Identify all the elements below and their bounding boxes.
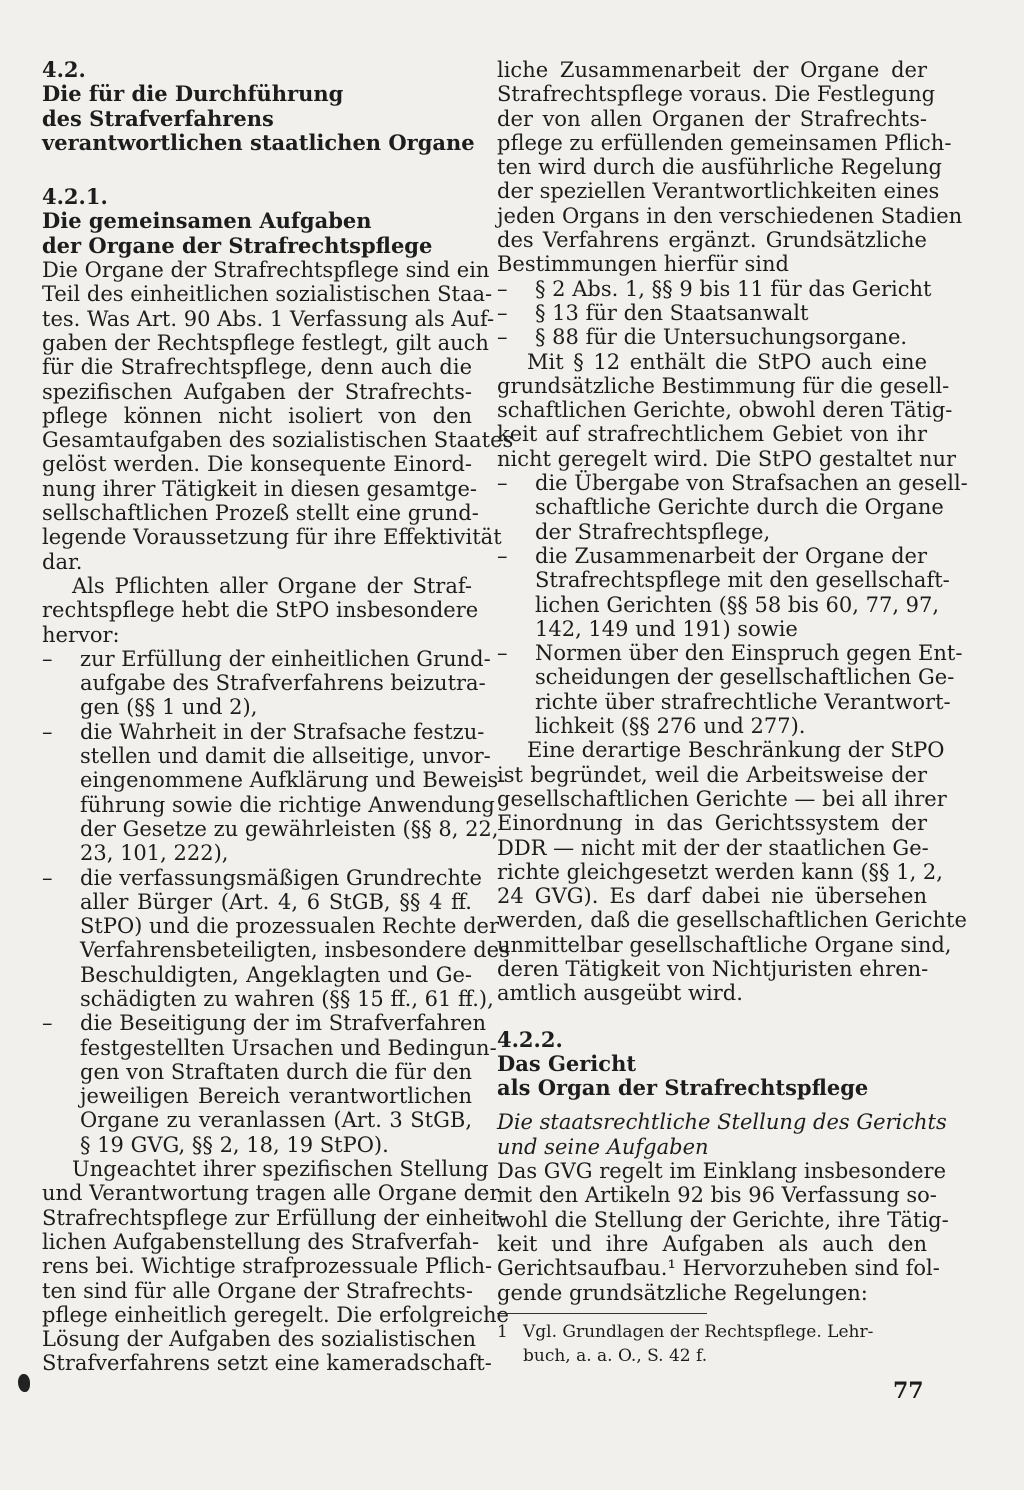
section-heading-4-2-2 (497, 1028, 927, 1101)
paragraph-gvg (497, 1159, 949, 1305)
list-item (42, 719, 506, 866)
left-column (42, 57, 514, 1376)
text-line: Eine derartige Beschränkung der StPO (527, 738, 945, 763)
list-item-line: Strafrechtspflege mit den gesellschaft- (535, 568, 950, 593)
text-line: unmittelbar gesellschaftliche Organe sind, (497, 932, 952, 957)
text-line: rens bei. Wichtige strafprozessuale Pflich- (42, 1254, 493, 1279)
text-line: deren Tätigkeit von Nichtjuristen ehren- (497, 956, 929, 981)
heading-line: des Strafverfahrens (42, 105, 274, 131)
list-dash: – (42, 865, 53, 890)
list-item-line: lichen Gerichten (§§ 58 bis 60, 77, 97, (535, 592, 940, 617)
subheading-line: und seine Aufgaben (497, 1134, 709, 1159)
paragraph-pflichten (42, 573, 479, 647)
text-line: pflege zu erfüllenden gemeinsamen Pflich- (497, 130, 952, 155)
list-item-line: schaftliche Gerichte durch die Organe (535, 495, 944, 520)
list-item (42, 865, 510, 1012)
text-line: mit den Artikeln 92 bis 96 Verfassung so- (497, 1183, 937, 1208)
list-item-line: eingenommene Aufklärung und Beweis- (80, 768, 506, 793)
list-item-text: die Beseitigung der im Strafverfahren (80, 1011, 486, 1036)
text-line: ten wird durch die ausführliche Regelung (497, 155, 942, 180)
section-heading-4-2-1 (42, 185, 472, 258)
text-line: gelöst werden. Die konsequente Einord- (42, 452, 472, 477)
text-line: des Verfahrens ergänzt. Grundsätzliche (497, 228, 927, 253)
text-line: der speziellen Verantwortlichkeiten eines (497, 179, 940, 204)
text-line: Die Organe der Strafrechtspflege sind ein (42, 258, 490, 283)
heading-line: verantwortlichen staatlichen Organe (42, 129, 475, 155)
list-item-line: gen von Straftaten durch die für den (80, 1059, 472, 1084)
list-dash: – (42, 719, 53, 744)
text-line: pflege einheitlich geregelt. Die erfolgreiche (42, 1302, 509, 1327)
text-line: ist begründet, weil die Arbeitsweise der (497, 762, 927, 787)
list-item-line (42, 865, 482, 890)
footnote (497, 1320, 927, 1368)
paragraph-ungeachtet (42, 1157, 509, 1376)
heading-line: Die gemeinsamen Aufgaben (42, 208, 372, 234)
text-line: hervor: (42, 622, 120, 647)
list-item-line (497, 544, 927, 568)
text-line: tes. Was Art. 90 Abs. 1 Verfassung als Auf- (42, 306, 495, 331)
list-item (497, 276, 932, 301)
list-item-text: zur Erfüllung der einheitlichen Grund- (80, 646, 491, 671)
list-item-line: aufgabe des Strafverfahrens beizutra- (80, 671, 486, 696)
text-line: amtlich ausgeübt wird. (497, 981, 743, 1006)
list-dash: – (497, 300, 508, 325)
text-line: Als Pflichten aller Organe der Straf- (72, 573, 472, 598)
heading-line: Die für die Durchführung (42, 81, 344, 107)
text-line: 24 GVG). Es darf dabei nie übersehen (497, 884, 927, 909)
list-item-line: richte über strafrechtliche Verantwort- (535, 689, 951, 714)
paragraph-paragraph-12 (497, 349, 957, 471)
text-line: Teil des einheitlichen sozialistischen Staa- (42, 282, 493, 307)
list-item-line: gen (§§ 1 und 2), (80, 695, 258, 720)
heading-line: 4.2.1. (42, 184, 108, 210)
text-line: jeden Organs in den verschiedenen Stadien (497, 203, 963, 228)
text-line: sellschaftlichen Prozeß stellt eine grund- (42, 501, 479, 526)
text-line: Das GVG regelt im Einklang insbesondere (497, 1159, 947, 1184)
list-item (497, 325, 927, 349)
text-line: rechtspflege hebt die StPO insbesondere (42, 598, 479, 623)
text-line: der von allen Organen der Strafrechts- (497, 106, 927, 131)
list-item-text: § 13 für den Staatsanwalt (535, 300, 809, 325)
list-item (497, 471, 968, 544)
paragraph-beschraenkung (497, 738, 967, 1006)
list-item (42, 646, 491, 720)
list-dash: – (497, 276, 508, 301)
heading-line: Das Gericht (497, 1050, 637, 1076)
list-item-line: jeweiligen Bereich verantwortlichen (80, 1084, 472, 1109)
text-line: dar. (42, 549, 83, 574)
text-line: werden, daß die gesellschaftlichen Gerichte (497, 908, 967, 933)
list-dash: – (497, 641, 508, 666)
text-line: Gerichtsaufbau.¹ Hervorzuheben sind fol- (497, 1256, 940, 1281)
list-item-line: scheidungen der gesellschaftlichen Ge- (535, 665, 955, 690)
list-item-line: 142, 149 und 191) sowie (535, 616, 798, 641)
text-line: pflege können nicht isoliert von den (42, 403, 472, 428)
text-line: ten sind für alle Organe der Strafrechts- (42, 1278, 473, 1303)
text-line: Einordnung in das Gerichtssystem der (497, 811, 927, 836)
footnote-rule (497, 1313, 707, 1314)
section-heading-4-2 (42, 57, 475, 155)
text-line: liche Zusammenarbeit der Organe der (497, 58, 927, 82)
text-line: legende Voraussetzung für ihre Effektivität (42, 525, 502, 550)
list-item-line: festgestellten Ursachen und Bedingun- (80, 1035, 497, 1060)
list-item (497, 301, 927, 325)
footnote-line: Vgl. Grundlagen der Rechtspflege. Lehr- (523, 1321, 874, 1342)
text-line: Strafrechtspflege voraus. Die Festlegung (497, 82, 936, 107)
list-item (42, 1011, 497, 1157)
list-stpo-gestaltet (497, 471, 968, 739)
text-line: keit auf strafrechtlichem Gebiet von ihr (497, 422, 927, 447)
list-item-line (497, 301, 927, 325)
list-item-line: stellen und damit die allseitige, unvor- (80, 744, 491, 769)
list-dash: – (42, 1011, 53, 1036)
text-line: grundsätzliche Bestimmung für die gesell- (497, 373, 950, 398)
list-item-text: die Wahrheit in der Strafsache festzu- (80, 719, 485, 744)
text-line: Strafrechtspflege zur Erfüllung der einheit- (42, 1205, 507, 1230)
text-line: keit und ihre Aufgaben als auch den (497, 1231, 927, 1256)
text-line: richte gleichgesetzt werden kann (§§ 1, 2, (497, 859, 943, 884)
list-item-line: lichkeit (§§ 276 und 277). (535, 714, 806, 739)
text-line: Mit § 12 enthält die StPO auch eine (527, 349, 927, 374)
list-pflichten (42, 646, 510, 1157)
list-item-line: schädigten zu wahren (§§ 15 ff., 61 ff.), (80, 986, 494, 1011)
text-line: schaftlichen Gerichte, obwohl deren Tätig- (497, 398, 953, 423)
text-line: Bestimmungen hierfür sind (497, 252, 789, 277)
list-item-line: Beschuldigten, Angeklagten und Ge- (80, 962, 472, 987)
list-item-line: der Strafrechtspflege, (535, 519, 771, 544)
paragraph-organe (42, 258, 514, 574)
heading-line: der Organe der Strafrechtspflege (42, 232, 433, 258)
list-item-line: der Gesetze zu gewährleisten (§§ 8, 22, (80, 816, 499, 841)
list-item-line: 23, 101, 222), (80, 841, 229, 866)
heading-line: als Organ der Strafrechtspflege (497, 1075, 869, 1101)
list-item-text: die Zusammenarbeit der Organe der (535, 543, 927, 568)
text-line: wohl die Stellung der Gerichte, ihre Tätig- (497, 1207, 949, 1232)
text-line: Ungeachtet ihrer spezifischen Stellung (72, 1157, 489, 1182)
list-item-text: § 2 Abs. 1, §§ 9 bis 11 für das Gericht (535, 276, 932, 301)
footnote-line: buch, a. a. O., S. 42 f. (523, 1345, 708, 1366)
list-item-line: führung sowie die richtige Anwendung (80, 792, 495, 817)
text-line: DDR — nicht mit der der staatlichen Ge- (497, 835, 929, 860)
text-line: gesellschaftlichen Gerichte — bei all ihrer (497, 786, 947, 811)
list-dash: – (497, 325, 508, 350)
page-number: 77 (893, 1378, 924, 1404)
list-item (497, 543, 950, 641)
text-line: Gesamtaufgaben des sozialistischen Staates (42, 428, 514, 453)
text-line: und Verantwortung tragen alle Organe der (42, 1181, 500, 1206)
subheading-line: Die staatsrechtliche Stellung des Gerichts (497, 1110, 947, 1135)
text-line: Lösung der Aufgaben des sozialistischen (42, 1327, 477, 1352)
list-item-text: Normen über den Einspruch gegen Ent- (535, 641, 963, 666)
list-item-line (42, 1011, 486, 1036)
list-item (497, 641, 963, 739)
list-item-line (42, 719, 485, 744)
list-item-line (497, 276, 932, 301)
list-item-line (497, 471, 968, 496)
list-item-line: StPO) und die prozessualen Rechte der (80, 914, 500, 939)
text-line: spezifischen Aufgaben der Strafrechts- (42, 379, 472, 404)
text-line: Strafverfahrens setzt eine kameradschaft- (42, 1351, 492, 1376)
list-item-line (42, 646, 491, 671)
list-item-text: die verfassungsmäßigen Grundrechte (80, 865, 482, 890)
list-dash: – (497, 471, 508, 496)
text-line: nung ihrer Tätigkeit in diesen gesamtge- (42, 476, 478, 501)
heading-line: 4.2.2. (497, 1026, 563, 1052)
subheading-staatsrechtliche-stellung (497, 1110, 947, 1159)
text-line: gaben der Rechtspflege festlegt, gilt auch (42, 330, 489, 355)
list-item-line: Verfahrensbeteiligten, insbesondere des (80, 938, 510, 963)
list-item-line: Organe zu veranlassen (Art. 3 StGB, (80, 1108, 472, 1133)
text-line: lichen Aufgabenstellung des Strafverfah- (42, 1229, 480, 1254)
text-line: für die Strafrechtspflege, denn auch die (42, 355, 472, 380)
list-item-text: § 88 für die Untersuchungsorgane. (535, 325, 908, 350)
text-line: nicht geregelt wird. Die StPO gestaltet nur (497, 446, 957, 471)
list-item-line: aller Bürger (Art. 4, 6 StGB, §§ 4 ff. (80, 889, 472, 914)
list-item-text: die Übergabe von Strafsachen an gesell- (535, 471, 968, 496)
list-dash: – (42, 646, 53, 671)
paragraph-zusammenarbeit (497, 58, 963, 277)
text-line: gende grundsätzliche Regelungen: (497, 1280, 868, 1305)
list-dash: – (497, 543, 508, 568)
list-item-line: § 19 GVG, §§ 2, 18, 19 StPO). (80, 1132, 389, 1157)
list-bestimmungen (497, 276, 932, 350)
footnote-number: 1 (497, 1321, 508, 1342)
list-item-line (497, 641, 963, 666)
right-column (497, 58, 968, 1368)
ink-blot (18, 1374, 30, 1392)
heading-line: 4.2. (42, 57, 86, 82)
list-item-line (497, 325, 927, 349)
